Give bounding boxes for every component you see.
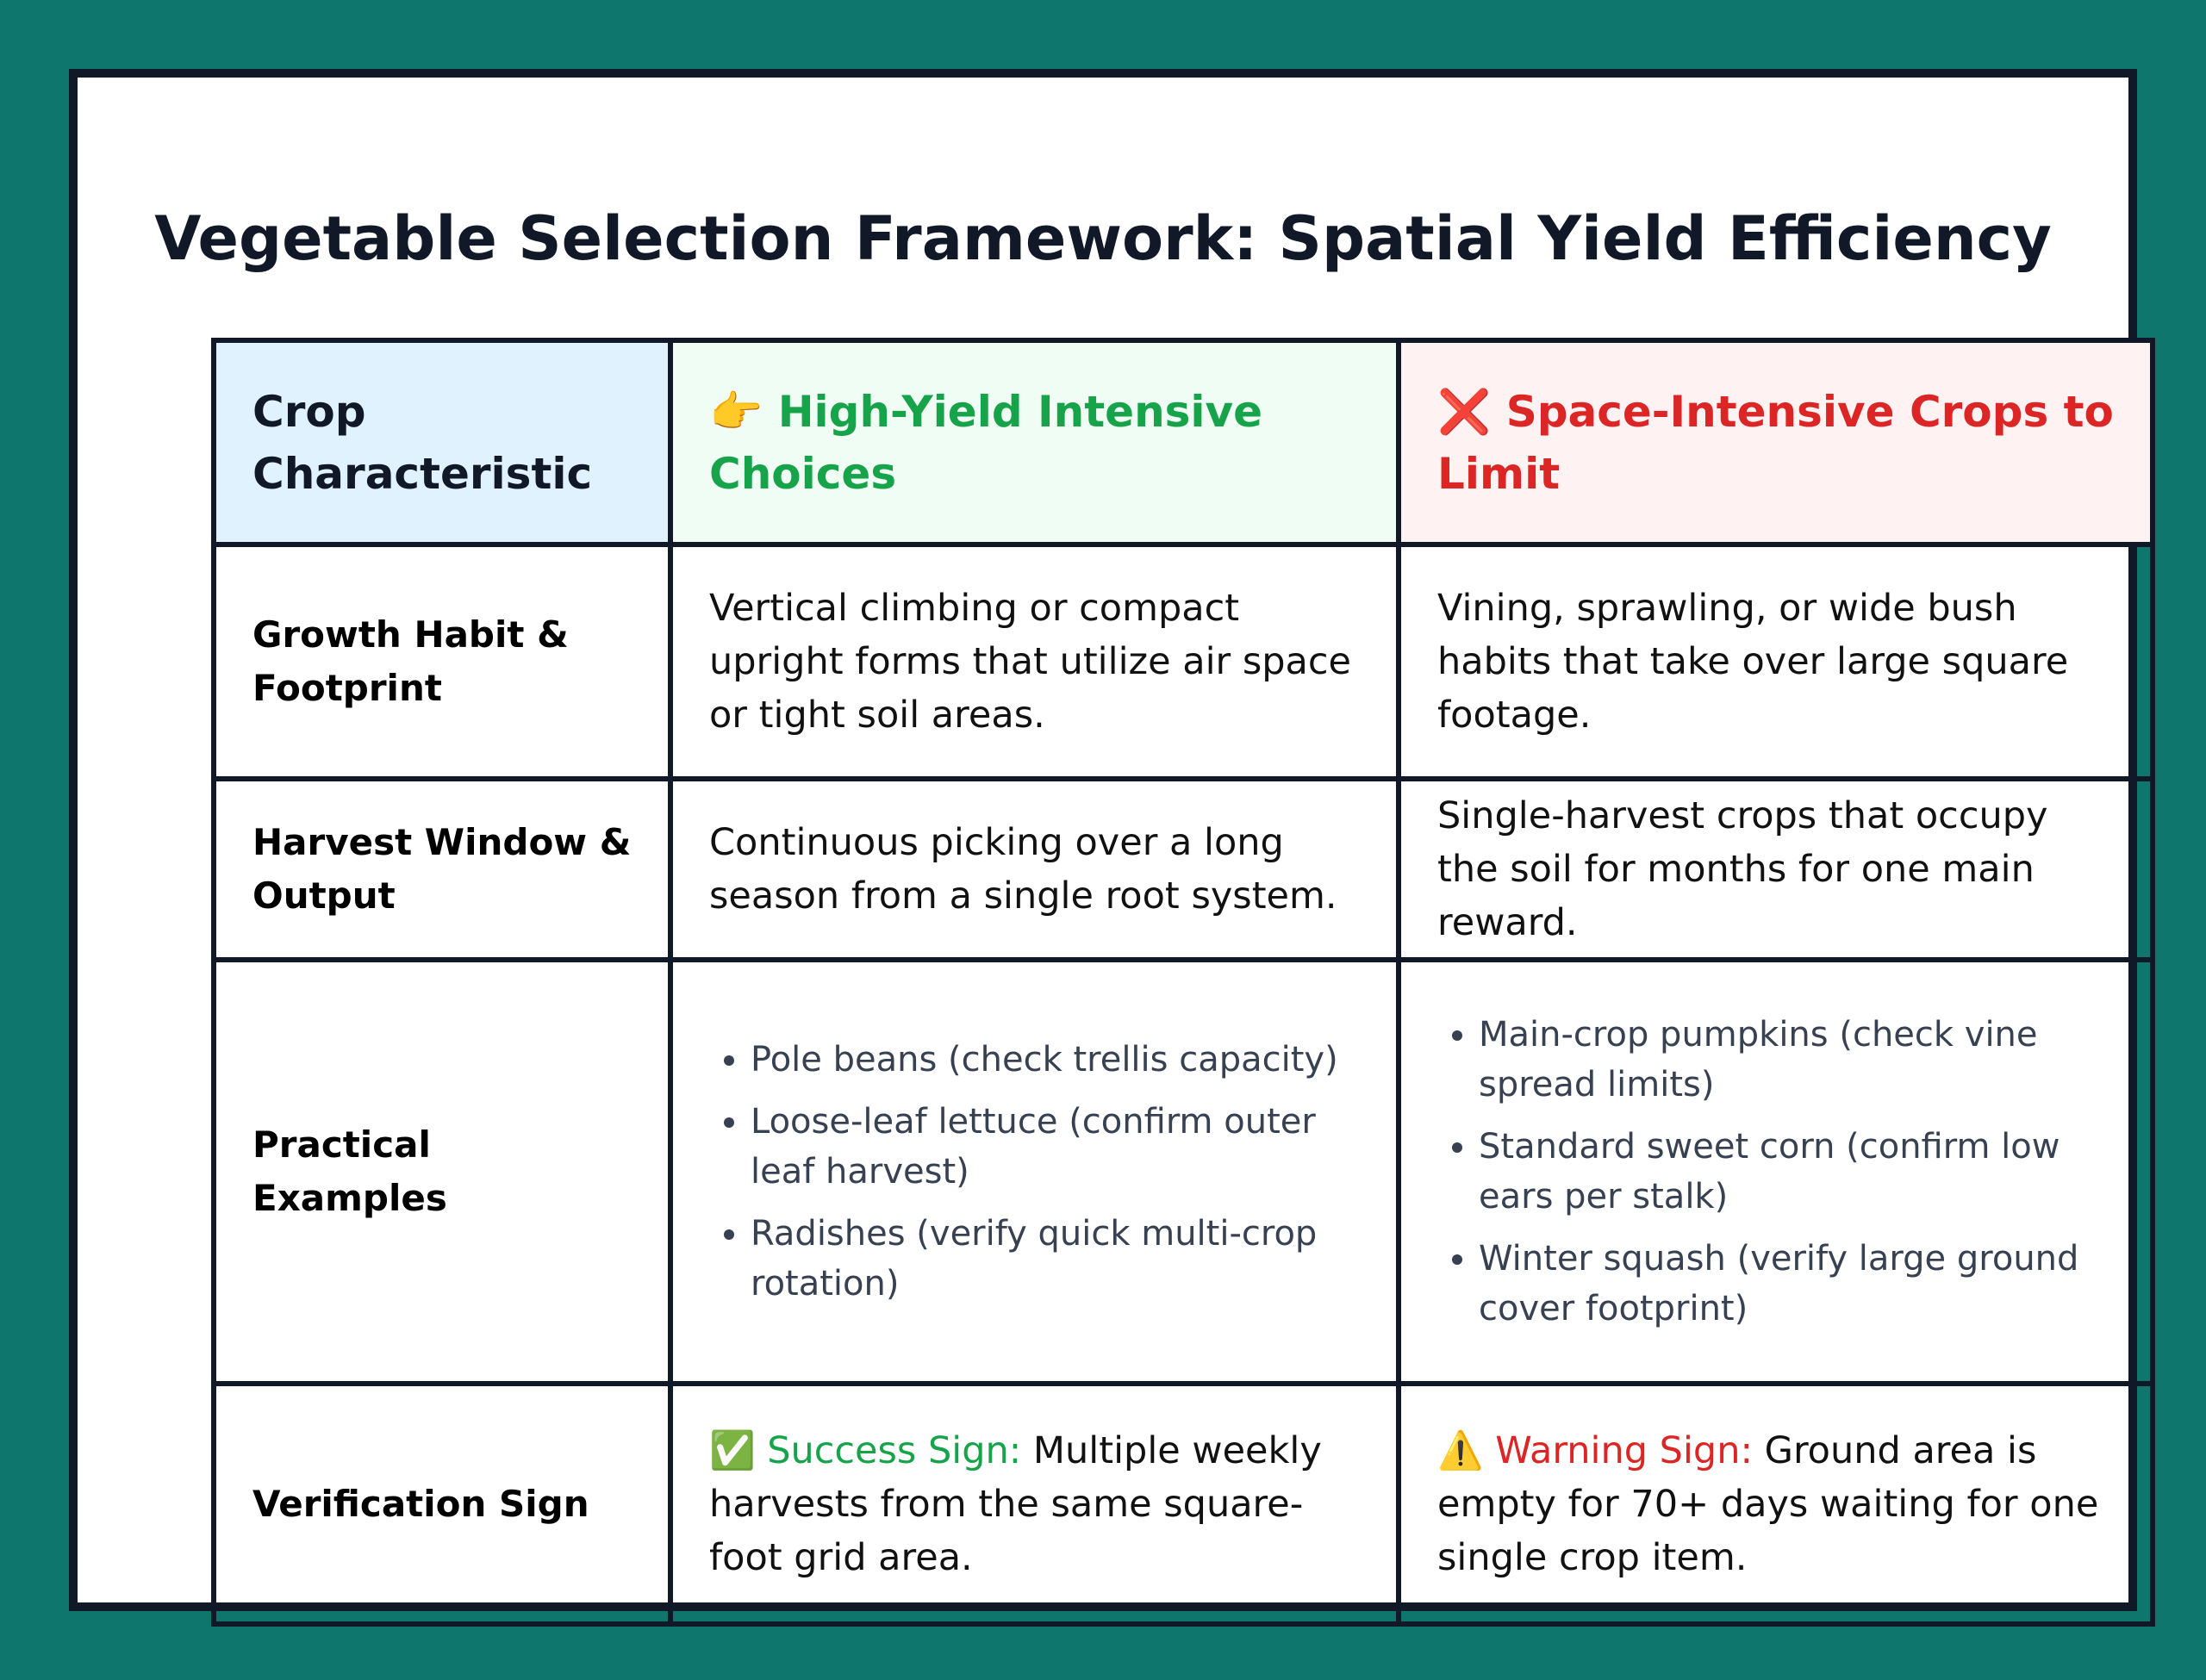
cell-examples-high-yield (670, 960, 1399, 1384)
table-row (214, 960, 2153, 1384)
header-space-intensive (1399, 340, 2153, 544)
table-row (214, 544, 2153, 779)
list-item: • Radishes (verify quick multi-crop rotation) (751, 1209, 1360, 1309)
list-item: • Loose-leaf lettuce (confirm outer leaf harvest) (751, 1097, 1360, 1197)
cell-growth-space-intensive: Vining, sprawling, or wide bush habits that take over large square footage. (1399, 544, 2153, 779)
header-high-yield-label: High-Yield Intensive Choices (709, 386, 1263, 499)
success-sign-text: Multiple weekly harvests from the same square-foot grid area. (709, 1428, 1322, 1579)
list-item: • Main-crop pumpkins (check vine spread limits) (1479, 1010, 2114, 1110)
header-space-intensive-label: Space-Intensive Crops to Limit (1437, 386, 2114, 499)
table-row (214, 1384, 2153, 1624)
header-crop-characteristic: Crop Characteristic (214, 340, 670, 544)
pointing-hand-icon: 👉 (709, 386, 763, 437)
cell-examples-space-intensive (1399, 960, 2153, 1384)
row-label-growth-habit: Growth Habit & Footprint (214, 544, 670, 779)
cross-mark-icon: ❌ (1437, 386, 1492, 437)
warning-sign-label: Warning Sign: (1495, 1428, 1753, 1472)
framework-card (69, 69, 2137, 1611)
warning-sign-text: Ground area is empty for 70+ days waiting for one single crop item. (1437, 1428, 2099, 1579)
cell-growth-high-yield: Vertical climbing or compact upright forms that utilize air space or tight soil areas. (670, 544, 1399, 779)
header-high-yield (670, 340, 1399, 544)
list-item: • Standard sweet corn (confirm low ears per stalk) (1479, 1122, 2114, 1222)
page-title: Vegetable Selection Framework: Spatial Yield Efficiency (154, 203, 2052, 274)
check-mark-icon: ✅ (709, 1428, 756, 1472)
success-sign-label: Success Sign: (767, 1428, 1022, 1472)
table-row (214, 779, 2153, 960)
row-label-harvest-window: Harvest Window & Output (214, 779, 670, 960)
warning-icon: ⚠️ (1437, 1428, 1484, 1472)
framework-table (211, 338, 2155, 1627)
row-label-verification-sign: Verification Sign (214, 1384, 670, 1624)
examples-bad-list (1437, 1010, 2114, 1334)
list-item: • Winter squash (verify large ground cover footprint) (1479, 1234, 2114, 1334)
cell-harvest-high-yield: Continuous picking over a long season from a single root system. (670, 779, 1399, 960)
examples-good-list (709, 1035, 1360, 1309)
cell-harvest-space-intensive: Single-harvest crops that occupy the soil for months for one main reward. (1399, 779, 2153, 960)
cell-verify-high-yield (670, 1384, 1399, 1624)
list-item: • Pole beans (check trellis capacity) (751, 1035, 1360, 1085)
table-header-row (214, 340, 2153, 544)
cell-verify-space-intensive (1399, 1384, 2153, 1624)
row-label-practical-examples: Practical Examples (214, 960, 670, 1384)
